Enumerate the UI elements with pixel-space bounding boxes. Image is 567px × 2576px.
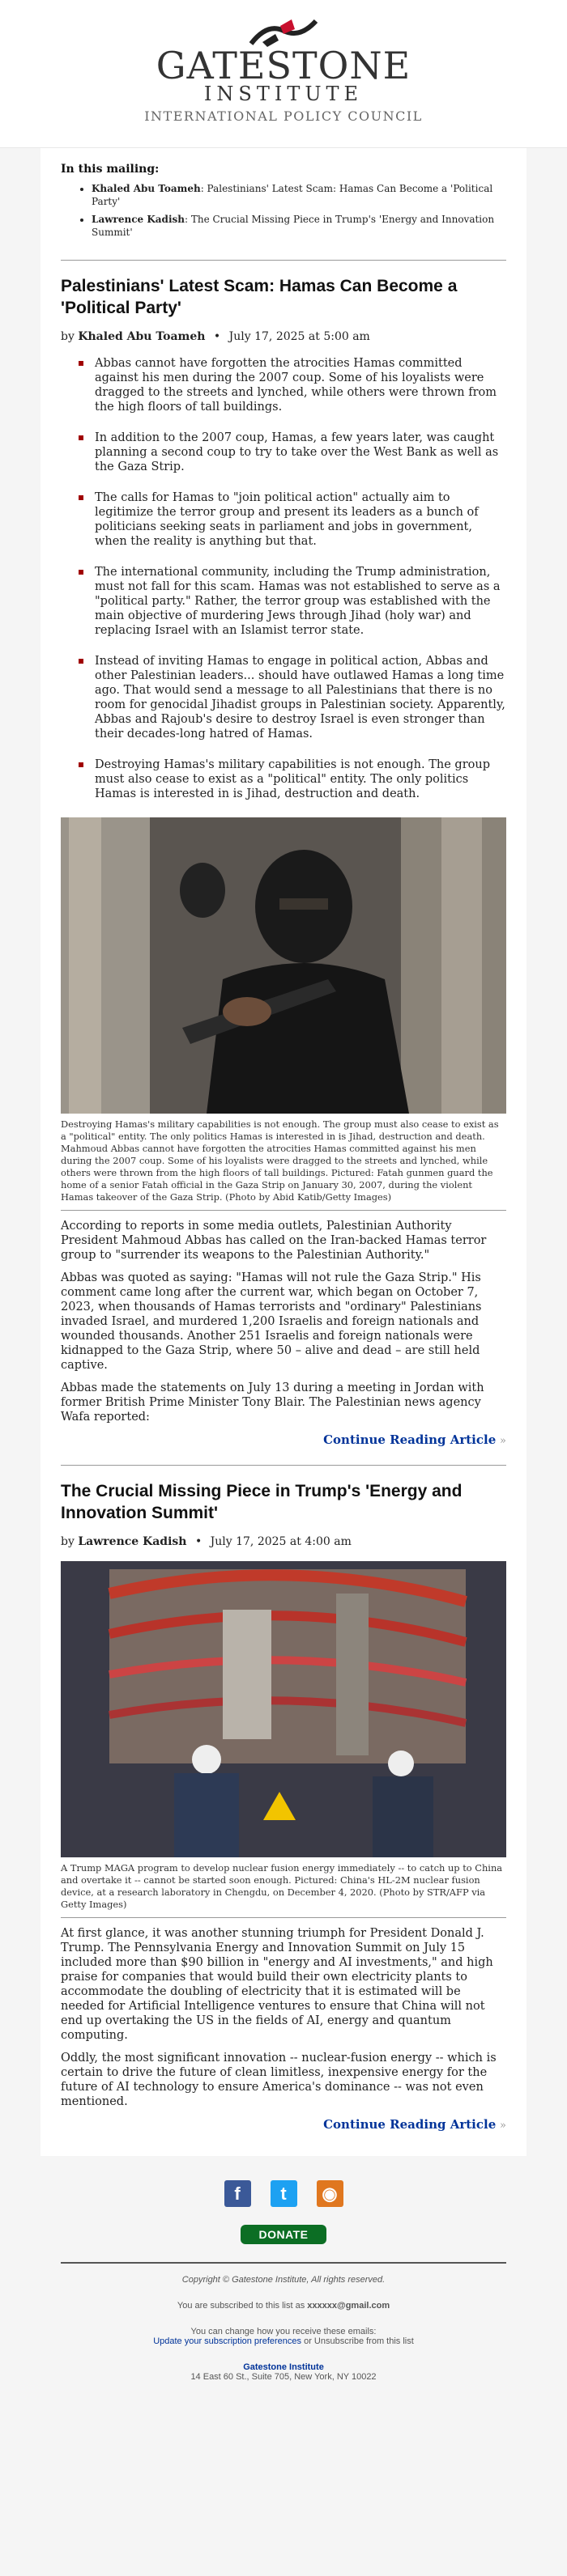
footer-divider <box>61 2262 506 2264</box>
article-1 <box>61 261 506 1447</box>
toc-list <box>61 182 506 239</box>
article-paragraph: Oddly, the most significant innovation -- nuclear-fusion energy -- which is certain to drive the future of clean limitless, inexpensive energy for the future of AI technology to ensure America's dominance -- was not even mentioned. <box>61 2052 497 2108</box>
org-name <box>0 2362 567 2372</box>
byline <box>61 330 506 343</box>
summary-list <box>61 356 506 801</box>
summary-item: Instead of inviting Hamas to engage in political action, Abbas and other Palestinian leaders... should have outlawed Hamas a long time ago. That would send a message to all Palestinians that there is no room for genocidal Jihadist groups in Palestinian society. Apparently, Abbas and Rajoub's desire to destroy Israel is even stronger than their decades-long hatred of Hamas. <box>79 654 506 741</box>
article-photo[interactable] <box>61 817 506 1114</box>
toc-author: Khaled Abu Toameh <box>92 183 201 194</box>
toc-item[interactable] <box>92 182 506 208</box>
unsubscribe-text[interactable]: or Unsubscribe from this list <box>301 2336 414 2346</box>
update-preferences-link[interactable]: Update your subscription preferences <box>153 2336 302 2346</box>
toc-heading: In this mailing: <box>61 163 160 176</box>
logo-council: INTERNATIONAL POLICY COUNCIL <box>144 108 423 124</box>
byline-dot: • <box>194 1535 202 1548</box>
toc-title: Palestinians' Latest Scam: Hamas Can Become a 'Political Party' <box>92 183 493 207</box>
copyright: Copyright © Gatestone Institute, All rights reserved. <box>181 2275 386 2285</box>
subscription-notice <box>0 2301 567 2311</box>
article-date: July 17, 2025 at 4:00 am <box>210 1535 352 1548</box>
gatestone-logo[interactable] <box>0 11 567 124</box>
summary-item: The international community, including the Trump administration, must not fall for this scam. Hamas was not established to serve as a "political party." Rather, the terror group was established with the main objective of murdering Jews through Jihad (holy war) and replacing Israel with an Islamist terror state. <box>79 565 506 638</box>
summary-item: In addition to the 2007 coup, Hamas, a few years later, was caught planning a second coup to try to take over the West Bank as well as the Gaza Strip. <box>79 431 506 474</box>
subscribed-prefix: You are subscribed to this list as <box>177 2301 308 2311</box>
toc-separator: : <box>200 183 207 194</box>
byline-dot: • <box>213 330 221 343</box>
subscriber-email: xxxxxx@gmail.com <box>307 2301 390 2311</box>
continue-reading <box>61 1432 506 1447</box>
byline-by: by <box>61 330 75 343</box>
rss-icon[interactable]: ◉ <box>317 2180 343 2207</box>
article-paragraph: Abbas was quoted as saying: "Hamas will not rule the Gaza Strip." His comment came long after the current war, which began on October 7, 2023, when thousands of Hamas terrorists and "ordinary" Palestinians invaded Israel, and murdered 1,200 Israelis and foreign nationals and wounded thousands. Another 251 Israelis and foreign nationals were kidnapped to the Gaza Strip, where 50 – alive and dead – are still held captive. <box>61 1271 482 1372</box>
social-links <box>0 2180 567 2207</box>
logo-title: GATESTONE <box>156 44 411 87</box>
author-name[interactable]: Khaled Abu Toameh <box>78 330 206 343</box>
continue-reading-link[interactable]: Continue Reading Article <box>323 1432 497 1447</box>
author-name[interactable]: Lawrence Kadish <box>78 1535 187 1548</box>
article-paragraph: Abbas made the statements on July 13 during a meeting in Jordan with former British Prime Minister Tony Blair. The Palestinian news agency Wafa reported: <box>61 1381 484 1424</box>
toc-item[interactable] <box>92 213 506 239</box>
continue-reading <box>61 2117 506 2132</box>
email-header <box>0 0 567 148</box>
byline <box>61 1535 506 1548</box>
summary-item: Destroying Hamas's military capabilities is not enough. The group must also cease to exist as a "political" entity. The only politics Hamas is interested in is Jihad, destruction and death. <box>79 758 506 801</box>
mailing-toc <box>61 163 506 261</box>
email-footer <box>0 2156 567 2382</box>
article-2 <box>61 1465 506 2132</box>
donate-button[interactable]: DONATE <box>241 2225 326 2244</box>
toc-separator: : <box>184 214 191 225</box>
byline-by: by <box>61 1535 75 1548</box>
article-date: July 17, 2025 at 5:00 am <box>228 330 370 343</box>
article-title[interactable]: The Crucial Missing Piece in Trump's 'Energy and Innovation Summit' <box>61 1482 463 1522</box>
twitter-icon[interactable]: t <box>271 2180 297 2207</box>
preferences-line <box>0 2336 567 2346</box>
continue-arrow-icon: » <box>500 2120 506 2132</box>
article-paragraph: According to reports in some media outlets, Palestinian Authority President Mahmoud Abbas has called on the Iran-backed Hamas terror group to "surrender its weapons to the Palestinian Authority." <box>61 1220 487 1262</box>
change-text: You can change how you receive these emails: <box>190 2327 377 2336</box>
photo-caption: A Trump MAGA program to develop nuclear fusion energy immediately -- to catch up to China and overtake it -- cannot be started soon enough. Pictured: China's HL-2M nuclear fusion device, at a research laboratory in Chengdu, on December 4, 2020. (Photo by STR/AFP via Getty Images) <box>61 1862 506 1918</box>
summary-item: Abbas cannot have forgotten the atrocities Hamas committed against his men during the 2007 coup. Some of his loyalists were dragged to the streets and lynched, while others were thrown from the high floors of tall buildings. <box>79 356 506 414</box>
article-paragraph: At first glance, it was another stunning triumph for President Donald J. Trump. The Pennsylvania Energy and Innovation Summit on July 15 included more than $90 billion in "energy and AI investments," and high praise for companies that would build their own electricity plants to accommodate the doubling of electricity that it is estimated will be needed for Artificial Intelligence ventures to ensure that China will not end up overtaking the US in the fields of AI, energy and quantum computing. <box>61 1927 493 2042</box>
continue-reading-link[interactable]: Continue Reading Article <box>323 2117 497 2132</box>
logo-institute: INSTITUTE <box>203 83 364 105</box>
org-name-link[interactable]: Gatestone Institute <box>243 2362 324 2372</box>
article-title[interactable]: Palestinians' Latest Scam: Hamas Can Become a 'Political Party' <box>61 277 458 317</box>
continue-arrow-icon: » <box>500 1435 506 1447</box>
toc-title: The Crucial Missing Piece in Trump's 'Energy and Innovation Summit' <box>92 214 495 238</box>
toc-author: Lawrence Kadish <box>92 214 185 225</box>
facebook-icon[interactable]: f <box>224 2180 251 2207</box>
photo-caption: Destroying Hamas's military capabilities is not enough. The group must also cease to exist as a "political" entity. The only politics Hamas is interested in is Jihad, destruction and death. Mahmoud Abbas cannot have forgotten the atrocities Hamas committed against his men during the 2007 coup. Some of his loyalists were dragged to the streets and lynched, while others were thrown from the high floors of tall buildings. Pictured: Fatah gunmen guard the home of a senior Fatah official in the Gaza Strip on January 30, 2007, during the violent Hamas takeover of the Gaza Strip. (Photo by Abid Katib/Getty Images) <box>61 1118 506 1211</box>
org-address: 14 East 60 St., Suite 705, New York, NY 10022 <box>190 2372 377 2382</box>
summary-item: The calls for Hamas to "join political action" actually aim to legitimize the terror group and present its leaders as a bunch of politicians seeking seats in parliament and jobs in government, when the reality is anything but that. <box>79 490 506 549</box>
email-content <box>40 148 526 2156</box>
article-photo[interactable] <box>61 1561 506 1857</box>
